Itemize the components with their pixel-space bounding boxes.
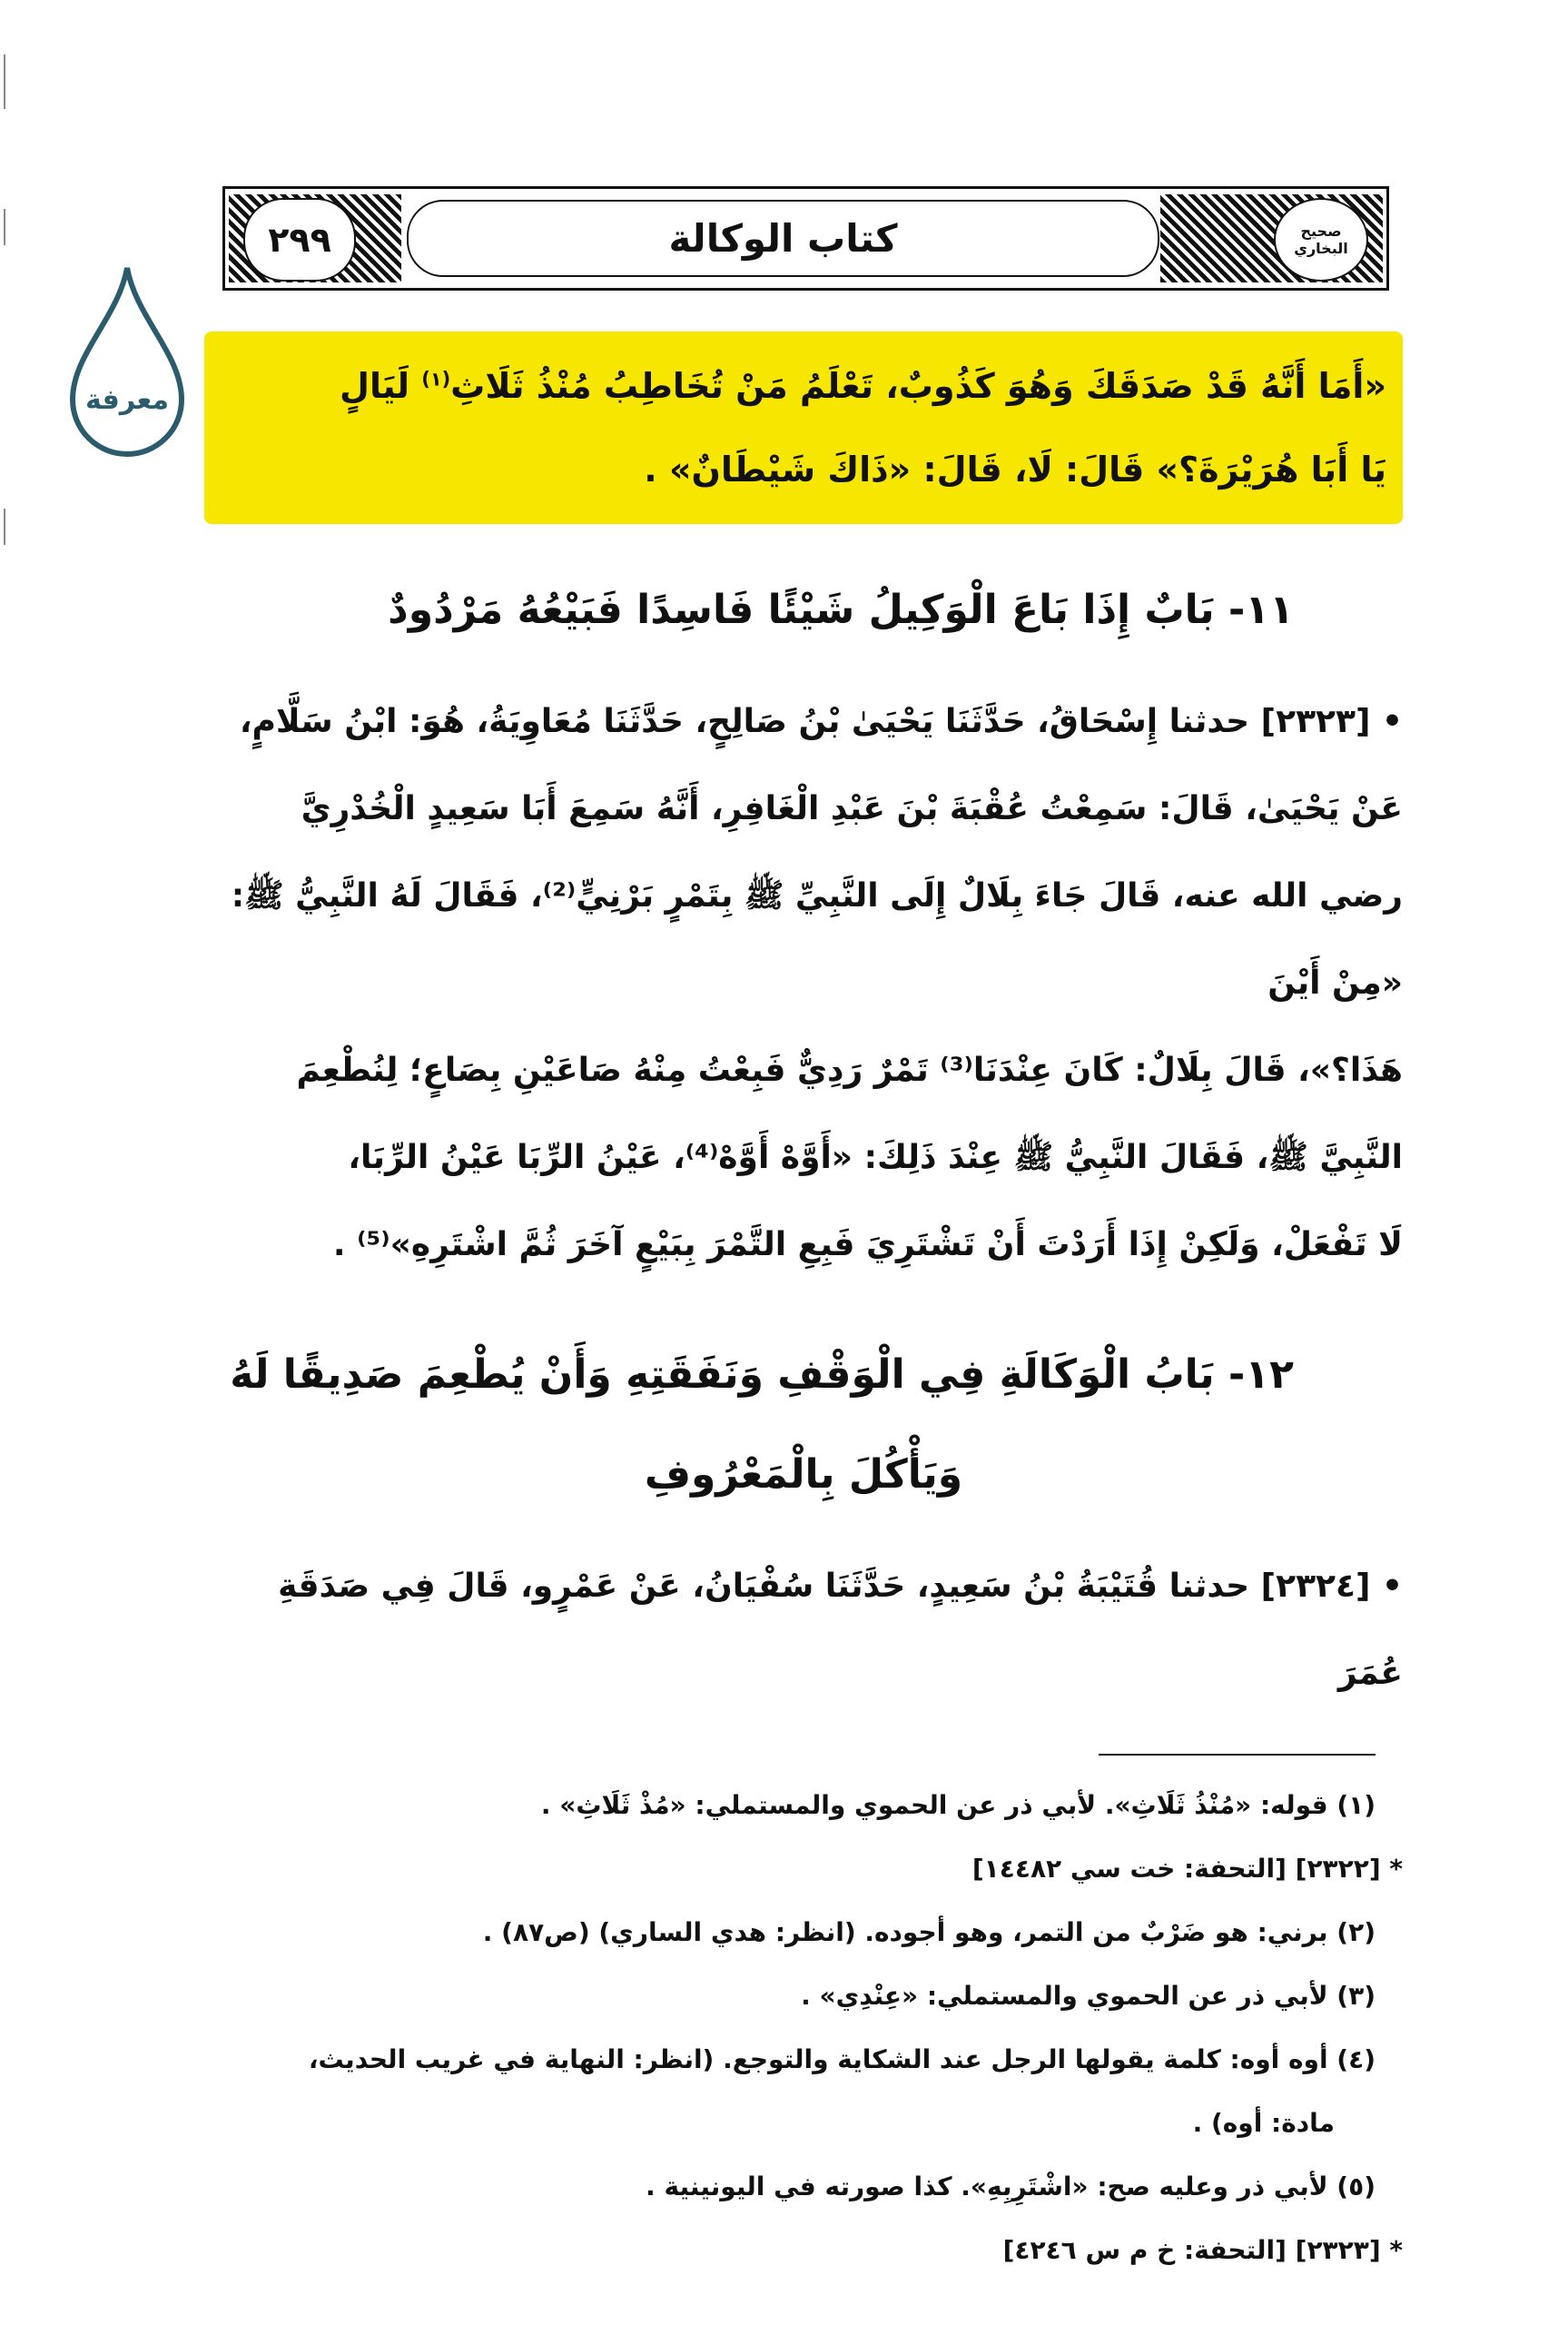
section-heading: ١١- بَابٌ إِذَا بَاعَ الْوَكِيلُ شَيْئًا فَاسِدًا فَبَيْعُهُ مَرْدُودٌ: [388, 587, 1294, 633]
publisher-logo: [64, 263, 191, 459]
book-medallion: صحيح البخاري: [1274, 198, 1368, 282]
footnote-separator: [1099, 1754, 1376, 1756]
hadith-line: هَذَا؟»، قَالَ بِلَالٌ: كَانَ عِنْدَنَا⁽³⁾ تَمْرٌ رَدِيٌّ فَبِعْتُ مِنْهُ صَاعَيْنِ بِصَاعٍ؛ لِنُطْعِمَ: [296, 1052, 1403, 1089]
margin-mark: [4, 509, 5, 545]
svg-text:معرفة: معرفة: [84, 384, 170, 416]
hadith-block: [204, 678, 1403, 1289]
hadith-line: • [٢٣٢٣] حدثنا إِسْحَاقُ، حَدَّثَنَا يَحْيَىٰ بْنُ صَالِحٍ، حَدَّثَنَا مُعَاوِيَةُ، هُوَ: ابْنُ سَلَّامٍ،: [239, 703, 1403, 740]
highlight-block: [204, 331, 1403, 524]
margin-mark: [4, 54, 5, 109]
page-header: [222, 186, 1389, 291]
page-body: [204, 331, 1403, 2282]
footnote: (٣) لأبي ذر عن الحموي والمستملي: «عِنْدِي» .: [801, 1981, 1376, 2011]
section-heading-continued: وَيَأْكُلَ بِالْمَعْرُوفِ: [644, 1451, 963, 1498]
highlighted-line: يَا أَبَا هُرَيْرَةَ؟» قَالَ: لَا، قَالَ: «ذَاكَ شَيْطَانٌ» .: [644, 450, 1386, 490]
margin-mark: [4, 209, 5, 245]
book-title: كتاب الوكالة: [407, 200, 1159, 277]
hadith-line: رضي الله عنه، قَالَ جَاءَ بِلَالٌ إِلَى النَّبِيِّ ﷺ بِتَمْرٍ بَرْنِيٍّ⁽²⁾، فَقَالَ لَهُ النَّبِيُّ ﷺ: «مِنْ أَيْنَ: [231, 877, 1403, 1002]
footnote: (١) قوله: «مُنْذُ ثَلَاثِ». لأبي ذر عن الحموي والمستملي: «مُذْ ثَلَاثِ» .: [540, 1790, 1376, 1820]
hadith-line: عَنْ يَحْيَىٰ، قَالَ: سَمِعْتُ عُقْبَةَ بْنَ عَبْدِ الْغَافِرِ، أَنَّهُ سَمِعَ أَبَا سَعِيدٍ الْخُدْرِيَّ: [301, 790, 1403, 827]
hadith-line: • [٢٣٢٤] حدثنا قُتَيْبَةُ بْنُ سَعِيدٍ، حَدَّثَنَا سُفْيَانُ، عَنْ عَمْرٍو، قَالَ فِي صَدَقَةِ عُمَرَ: [278, 1568, 1403, 1692]
footnote: (٥) لأبي ذر وعليه صح: «اشْتَرِبِهِ». كذا صورته في اليونينية .: [646, 2172, 1376, 2201]
footnote: (٢) برني: هو ضَرْبٌ من التمر، وهو أجوده. (انظر: هدي الساري) (ص٨٧) .: [482, 1917, 1376, 1947]
footnote: (٤) أوه أوه: كلمة يقولها الرجل عند الشكاية والتوجع. (انظر: النهاية في غريب الحديث،: [308, 2044, 1376, 2074]
footnote-tuhfa: * [٢٣٢٢] [التحفة: خت سي ١٤٤٨٢]: [971, 1854, 1403, 1884]
hadith-block: [204, 1543, 1403, 1717]
page-number: ٢٩٩: [243, 198, 356, 282]
footnote-ref[interactable]: (١): [421, 368, 451, 391]
hadith-line: النَّبِيَّ ﷺ، فَقَالَ النَّبِيُّ ﷺ عِنْدَ ذَلِكَ: «أَوَّهْ أَوَّهْ⁽⁴⁾، عَيْنُ الرِّبَا عَيْنُ الرِّبَا،: [348, 1139, 1403, 1176]
footnotes: [204, 1774, 1403, 2282]
hadith-line: لَا تَفْعَلْ، وَلَكِنْ إِذَا أَرَدْتَ أَنْ تَشْتَرِيَ فَبِعِ التَّمْرَ بِبَيْعٍ آخَرَ ثُمَّ اشْتَرِهِ»⁽⁵⁾ .: [332, 1226, 1403, 1263]
section-heading: ١٢- بَابُ الْوَكَالَةِ فِي الْوَقْفِ وَنَفَقَتِهِ وَأَنْ يُطْعِمَ صَدِيقًا لَهُ: [230, 1351, 1294, 1398]
footnote-continued: مادة: أوه) .: [1192, 2108, 1335, 2138]
highlighted-line: «أَمَا أَنَّهُ قَدْ صَدَقَكَ وَهُوَ كَذُوبٌ، تَعْلَمُ مَنْ تُخَاطِبُ مُنْذُ ثَلَاثِ$^{(١)}$ لَيَالٍ: [340, 366, 1386, 406]
footnote-tuhfa: * [٢٣٢٣] [التحفة: خ م س ٤٢٤٦]: [1002, 2235, 1403, 2265]
